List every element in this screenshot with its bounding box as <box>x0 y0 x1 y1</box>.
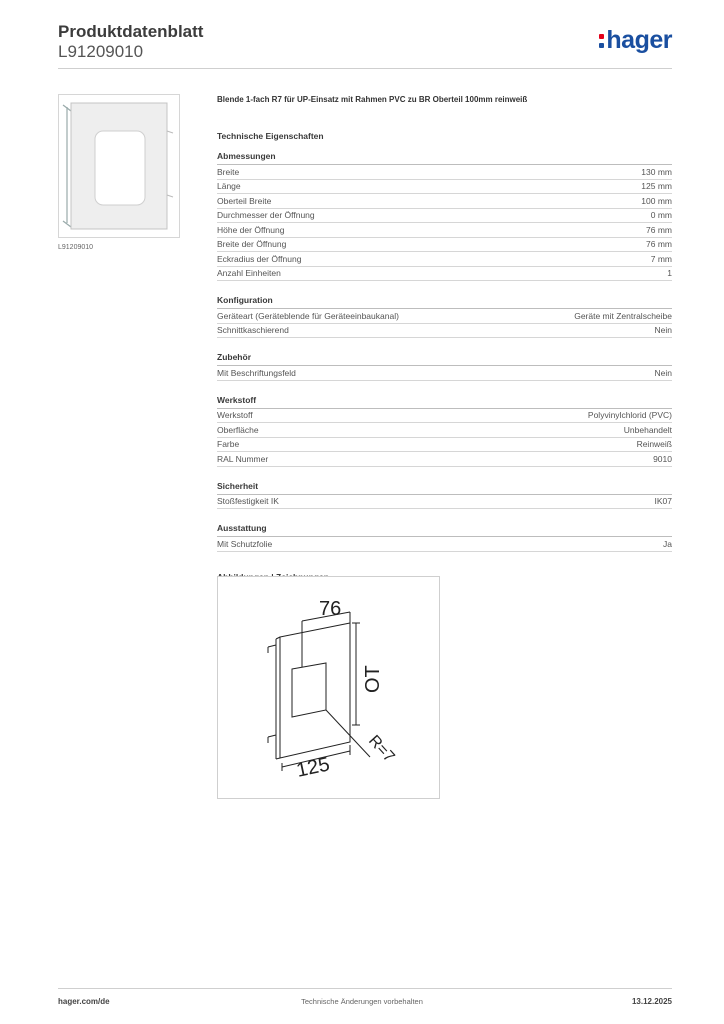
group-title: Werkstoff <box>217 395 672 409</box>
group-title: Abmessungen <box>217 151 672 165</box>
product-properties <box>217 95 672 582</box>
property-row <box>217 324 672 339</box>
document-title: Produktdatenblatt <box>58 22 204 41</box>
product-title: Blende 1-fach R7 für UP-Einsatz mit Rahmen PVC zu BR Oberteil 100mm reinweiß <box>217 95 528 104</box>
property-row <box>217 495 672 510</box>
property-value: Unbehandelt <box>623 424 672 435</box>
group-title: Sicherheit <box>217 481 672 495</box>
drawing-label-ot: OT <box>362 665 384 693</box>
thumbnail-caption: L91209010 <box>58 244 94 251</box>
drawing-label-76: 76 <box>319 598 342 620</box>
property-label: RAL Nummer <box>217 453 269 464</box>
property-label: Breite der Öffnung <box>217 239 287 250</box>
property-label: Mit Beschriftungsfeld <box>217 367 296 378</box>
property-value: 0 mm <box>650 210 672 221</box>
header-divider <box>58 68 672 69</box>
property-label: Breite <box>217 166 240 177</box>
property-row <box>217 438 672 453</box>
footer-date: 13.12.2025 <box>631 997 672 1006</box>
hager-logo <box>599 26 672 55</box>
property-row <box>217 223 672 238</box>
property-label: Oberteil Breite <box>217 195 272 206</box>
footer-disclaimer: Technische Änderungen vorbehalten <box>301 997 423 1006</box>
technical-drawing <box>217 576 440 799</box>
property-row <box>217 409 672 424</box>
page-header <box>58 20 672 70</box>
article-number: L91209010 <box>58 42 144 61</box>
property-value: Reinweiß <box>636 439 672 450</box>
property-value: 9010 <box>653 453 672 464</box>
property-row <box>217 194 672 209</box>
property-value: Ja <box>663 538 672 549</box>
property-value: Polyvinylchlorid (PVC) <box>587 410 672 421</box>
drawing-label-125: 125 <box>294 753 332 782</box>
property-label: Höhe der Öffnung <box>217 224 285 235</box>
property-value: 7 mm <box>650 253 672 264</box>
property-value: Nein <box>654 367 672 378</box>
footer-website: hager.com/de <box>58 997 110 1006</box>
property-label: Schnittkaschierend <box>217 325 289 336</box>
property-label: Geräteart (Geräteblende für Geräteeinbaukanal) <box>217 310 399 321</box>
property-groups <box>217 151 672 552</box>
property-label: Stoßfestigkeit IK <box>217 496 279 507</box>
property-label: Oberfläche <box>217 424 259 435</box>
property-label: Werkstoff <box>217 410 253 421</box>
section-heading: Technische Eigenschaften <box>217 131 324 141</box>
logo-dots-icon <box>599 32 604 48</box>
product-thumbnail <box>58 94 180 238</box>
property-value: Nein <box>654 325 672 336</box>
property-value: Geräte mit Zentralscheibe <box>574 310 672 321</box>
logo-text: hager <box>606 26 672 54</box>
property-value: 100 mm <box>641 195 672 206</box>
property-value: 76 mm <box>646 224 672 235</box>
property-row <box>217 423 672 438</box>
property-label: Anzahl Einheiten <box>217 268 281 279</box>
group-title: Zubehör <box>217 352 672 366</box>
drawing-label-radius: R=7 <box>365 732 398 766</box>
property-row <box>217 165 672 180</box>
property-row <box>217 267 672 282</box>
property-label: Farbe <box>217 439 240 450</box>
property-row <box>217 209 672 224</box>
property-label: Durchmesser der Öffnung <box>217 210 315 221</box>
property-value: 125 mm <box>641 181 672 192</box>
property-label: Länge <box>217 181 241 192</box>
property-row <box>217 537 672 552</box>
property-value: 76 mm <box>646 239 672 250</box>
property-row <box>217 180 672 195</box>
property-label: Mit Schutzfolie <box>217 538 273 549</box>
property-row <box>217 252 672 267</box>
footer-divider <box>58 988 672 989</box>
property-value: IK07 <box>654 496 672 507</box>
group-title: Ausstattung <box>217 523 672 537</box>
property-row <box>217 238 672 253</box>
property-row <box>217 366 672 381</box>
property-value: 1 <box>667 268 672 279</box>
property-row <box>217 452 672 467</box>
product-image <box>59 95 179 237</box>
group-title: Konfiguration <box>217 295 672 309</box>
property-value: 130 mm <box>641 166 672 177</box>
property-label: Eckradius der Öffnung <box>217 253 302 264</box>
dimension-drawing <box>218 577 439 798</box>
property-row <box>217 309 672 324</box>
